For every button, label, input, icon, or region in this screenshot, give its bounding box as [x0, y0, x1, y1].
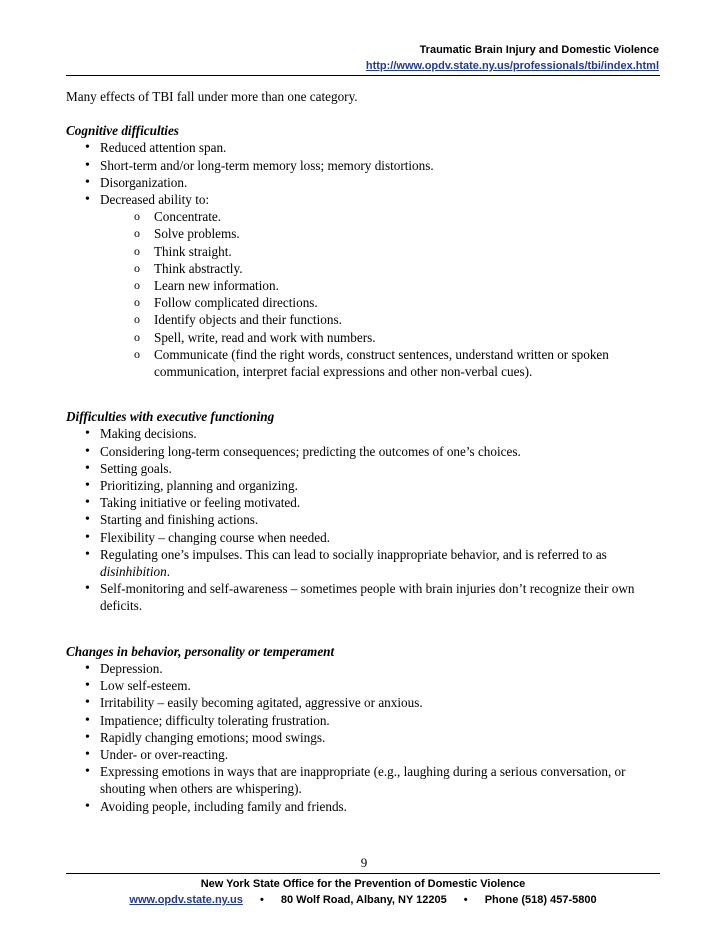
sub-list-item: o Spell, write, read and work with numbers.	[66, 329, 666, 346]
sub-list-item: o Communicate (find the right words, construct sentences, understand written or spoken communication, interpret facial expressions and other non-verbal cues).	[66, 346, 666, 380]
list-item: • Disorganization.	[66, 174, 666, 191]
list-item-impulses	[66, 546, 666, 580]
list-item: • Depression.	[66, 660, 666, 677]
sub-list-item: o Identify objects and their functions.	[66, 311, 666, 328]
footer-separator: •	[259, 894, 264, 906]
footer-divider	[66, 873, 660, 874]
bullet-list	[66, 425, 666, 614]
header-url-link[interactable]: http://www.opdv.state.ny.us/professionals/tbi/index.html	[365, 60, 659, 72]
footer-contact-line	[66, 892, 660, 908]
footer-website-link[interactable]: www.opdv.state.ny.us	[129, 894, 243, 906]
header-title: Traumatic Brain Injury and Domestic Violence	[419, 44, 659, 56]
page-footer	[66, 876, 660, 908]
bullet-list	[66, 139, 666, 208]
intro-paragraph: Many effects of TBI fall under more than one category.	[66, 89, 358, 104]
footer-phone: Phone (518) 457-5800	[484, 894, 597, 906]
disinhibition-term: disinhibition	[100, 564, 167, 580]
footer-separator: •	[463, 894, 468, 906]
section-heading: Changes in behavior, personality or temperament	[66, 643, 335, 659]
list-item: • Self-monitoring and self-awareness – sometimes people with brain injuries don’t recognize their own deficits.	[66, 580, 666, 614]
section-executive	[66, 408, 666, 614]
list-item: • Decreased ability to:	[66, 191, 666, 208]
list-item: • Irritability – easily becoming agitated, aggressive or anxious.	[66, 694, 666, 711]
header-divider	[66, 75, 660, 76]
page-number: 9	[360, 855, 368, 870]
sub-list-item: o Follow complicated directions.	[66, 294, 666, 311]
list-item: • Impatience; difficulty tolerating frustration.	[66, 712, 666, 729]
list-item: • Making decisions.	[66, 425, 666, 442]
sub-list-item: o Solve problems.	[66, 225, 666, 242]
sub-list-item: o Think straight.	[66, 243, 666, 260]
list-item: • Starting and finishing actions.	[66, 511, 666, 528]
footer-org: New York State Office for the Prevention of Domestic Violence	[200, 878, 526, 890]
list-item: • Expressing emotions in ways that are inappropriate (e.g., laughing during a serious conversation, or shouting when others are whispering).	[66, 763, 666, 797]
list-item: • Under- or over-reacting.	[66, 746, 666, 763]
list-item: • Reduced attention span.	[66, 139, 666, 156]
page-header	[366, 42, 659, 74]
list-item: • Avoiding people, including family and friends.	[66, 798, 666, 815]
list-item: • Considering long-term consequences; predicting the outcomes of one’s choices.	[66, 443, 666, 460]
document-body	[66, 88, 666, 815]
list-item: • Taking initiative or feeling motivated.	[66, 494, 666, 511]
section-behavior	[66, 643, 666, 815]
sub-list	[66, 208, 666, 380]
footer-address: 80 Wolf Road, Albany, NY 12205	[280, 894, 447, 906]
impulses-end: .	[166, 564, 170, 580]
sub-list-item: o Learn new information.	[66, 277, 666, 294]
sub-list-item: o Think abstractly.	[66, 260, 666, 277]
section-cognitive	[66, 122, 666, 380]
list-item: • Rapidly changing emotions; mood swings.	[66, 729, 666, 746]
list-item: • Low self-esteem.	[66, 677, 666, 694]
section-heading: Difficulties with executive functioning	[66, 409, 275, 425]
list-item: • Short-term and/or long-term memory loss; memory distortions.	[66, 157, 666, 174]
list-item: • Prioritizing, planning and organizing.	[66, 477, 666, 494]
bullet-list	[66, 660, 666, 815]
list-item: • Flexibility – changing course when needed.	[66, 529, 666, 546]
section-heading: Cognitive difficulties	[66, 123, 179, 139]
impulses-text: Regulating one’s impulses. This can lead to socially inappropriate behavior, and is referred to as	[100, 546, 607, 562]
list-item: • Setting goals.	[66, 460, 666, 477]
sub-list-item: o Concentrate.	[66, 208, 666, 225]
